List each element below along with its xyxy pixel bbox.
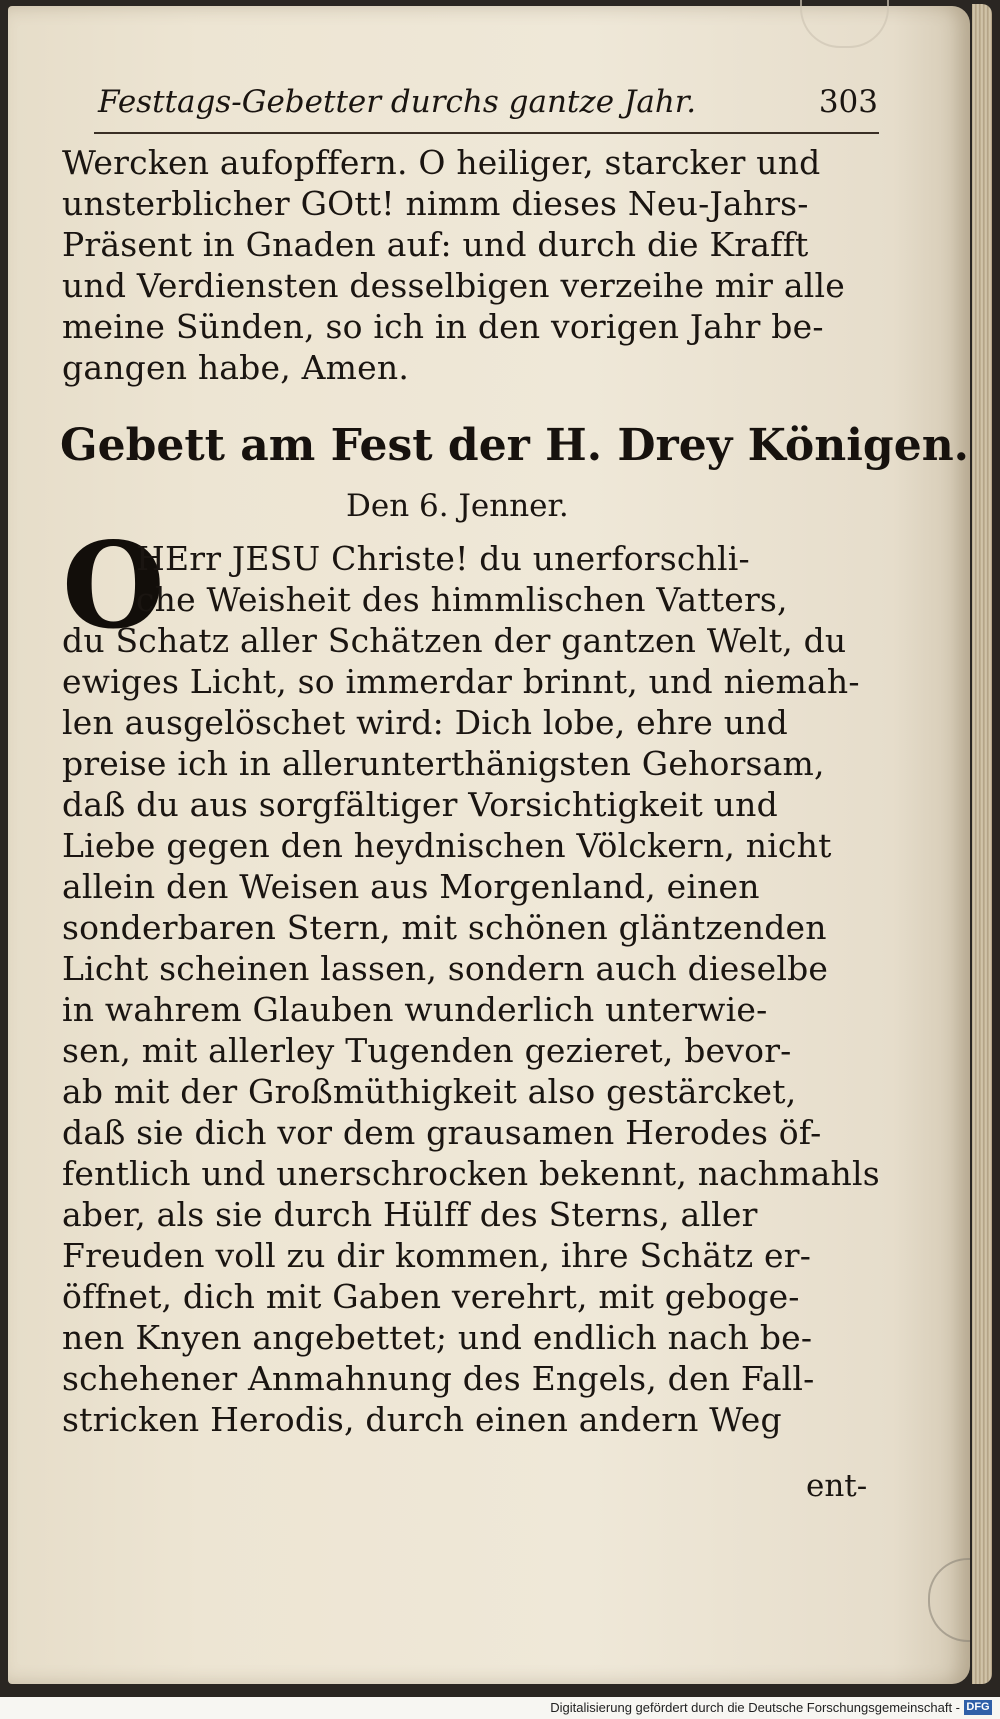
text-line: gangen habe, Amen. bbox=[62, 348, 410, 387]
text-line: öffnet, dich mit Gaben verehrt, mit geboge- bbox=[62, 1277, 800, 1316]
text-line: allein den Weisen aus Morgenland, einen bbox=[62, 867, 760, 906]
text-line: daß sie dich vor dem grausamen Herodes öf- bbox=[62, 1113, 822, 1152]
text-line: Präsent in Gnaden auf: und durch die Krafft bbox=[62, 225, 809, 264]
running-header bbox=[98, 84, 878, 130]
dfg-logo: DFG bbox=[964, 1700, 992, 1715]
text-line: Freuden voll zu dir kommen, ihre Schätz er- bbox=[62, 1236, 812, 1275]
text-line: in wahrem Glauben wunderlich unterwie- bbox=[62, 990, 768, 1029]
funding-credit: Digitalisierung gefördert durch die Deutsche Forschungsgemeinschaft - bbox=[550, 1700, 960, 1715]
text-line: Liebe gegen den heydnischen Völckern, nicht bbox=[62, 826, 832, 865]
footer-bar bbox=[0, 1697, 1000, 1719]
header-rule bbox=[94, 132, 879, 134]
text-line: ab mit der Großmüthigkeit also gestärcket, bbox=[62, 1072, 797, 1111]
text-line: preise ich in allerunterthänigsten Gehorsam, bbox=[62, 744, 825, 783]
text-line: du Schatz aller Schätzen der gantzen Welt, du bbox=[62, 621, 847, 660]
text-line: nen Knyen angebettet; und endlich nach be- bbox=[62, 1318, 813, 1357]
text-line: ewiges Licht, so immerdar brinnt, und niemah- bbox=[62, 662, 860, 701]
section-heading: Gebett am Fest der H. Drey Königen. bbox=[60, 420, 970, 471]
text-line: Wercken aufopffern. O heiliger, starcker und bbox=[62, 143, 821, 182]
page-edge bbox=[972, 4, 992, 1684]
text-block-body bbox=[62, 620, 882, 1440]
text-line: Licht scheinen lassen, sondern auch dieselbe bbox=[62, 949, 829, 988]
text-block-dropcap bbox=[136, 538, 876, 620]
running-title: Festtags-Gebetter durchs gantze Jahr. bbox=[98, 84, 697, 120]
text-line: meine Sünden, so ich in den vorigen Jahr be- bbox=[62, 307, 824, 346]
text-line: che Weisheit des himmlischen Vatters, bbox=[136, 580, 788, 619]
text-line: fentlich und unerschrocken bekennt, nachmahls bbox=[62, 1154, 880, 1193]
drop-capital: O bbox=[62, 516, 165, 655]
text-line: sen, mit allerley Tugenden gezieret, bevor- bbox=[62, 1031, 792, 1070]
text-line: aber, als sie durch Hülff des Sterns, aller bbox=[62, 1195, 758, 1234]
text-line: sonderbaren Stern, mit schönen gläntzenden bbox=[62, 908, 827, 947]
text-line: HErr JESU Christe! du unerforschli- bbox=[136, 539, 750, 578]
text-block-top bbox=[62, 142, 882, 388]
catchword: ent- bbox=[806, 1468, 868, 1504]
text-line: unsterblicher GOtt! nimm dieses Neu-Jahrs- bbox=[62, 184, 809, 223]
text-line: daß du aus sorgfältiger Vorsichtigkeit und bbox=[62, 785, 778, 824]
text-line: stricken Herodis, durch einen andern Weg bbox=[62, 1400, 782, 1439]
text-line: schehener Anmahnung des Engels, den Fall- bbox=[62, 1359, 815, 1398]
text-line: und Verdiensten desselbigen verzeihe mir alle bbox=[62, 266, 845, 305]
section-date: Den 6. Jenner. bbox=[346, 488, 569, 524]
text-line: len ausgelöschet wird: Dich lobe, ehre und bbox=[62, 703, 788, 742]
page-number: 303 bbox=[818, 84, 878, 120]
